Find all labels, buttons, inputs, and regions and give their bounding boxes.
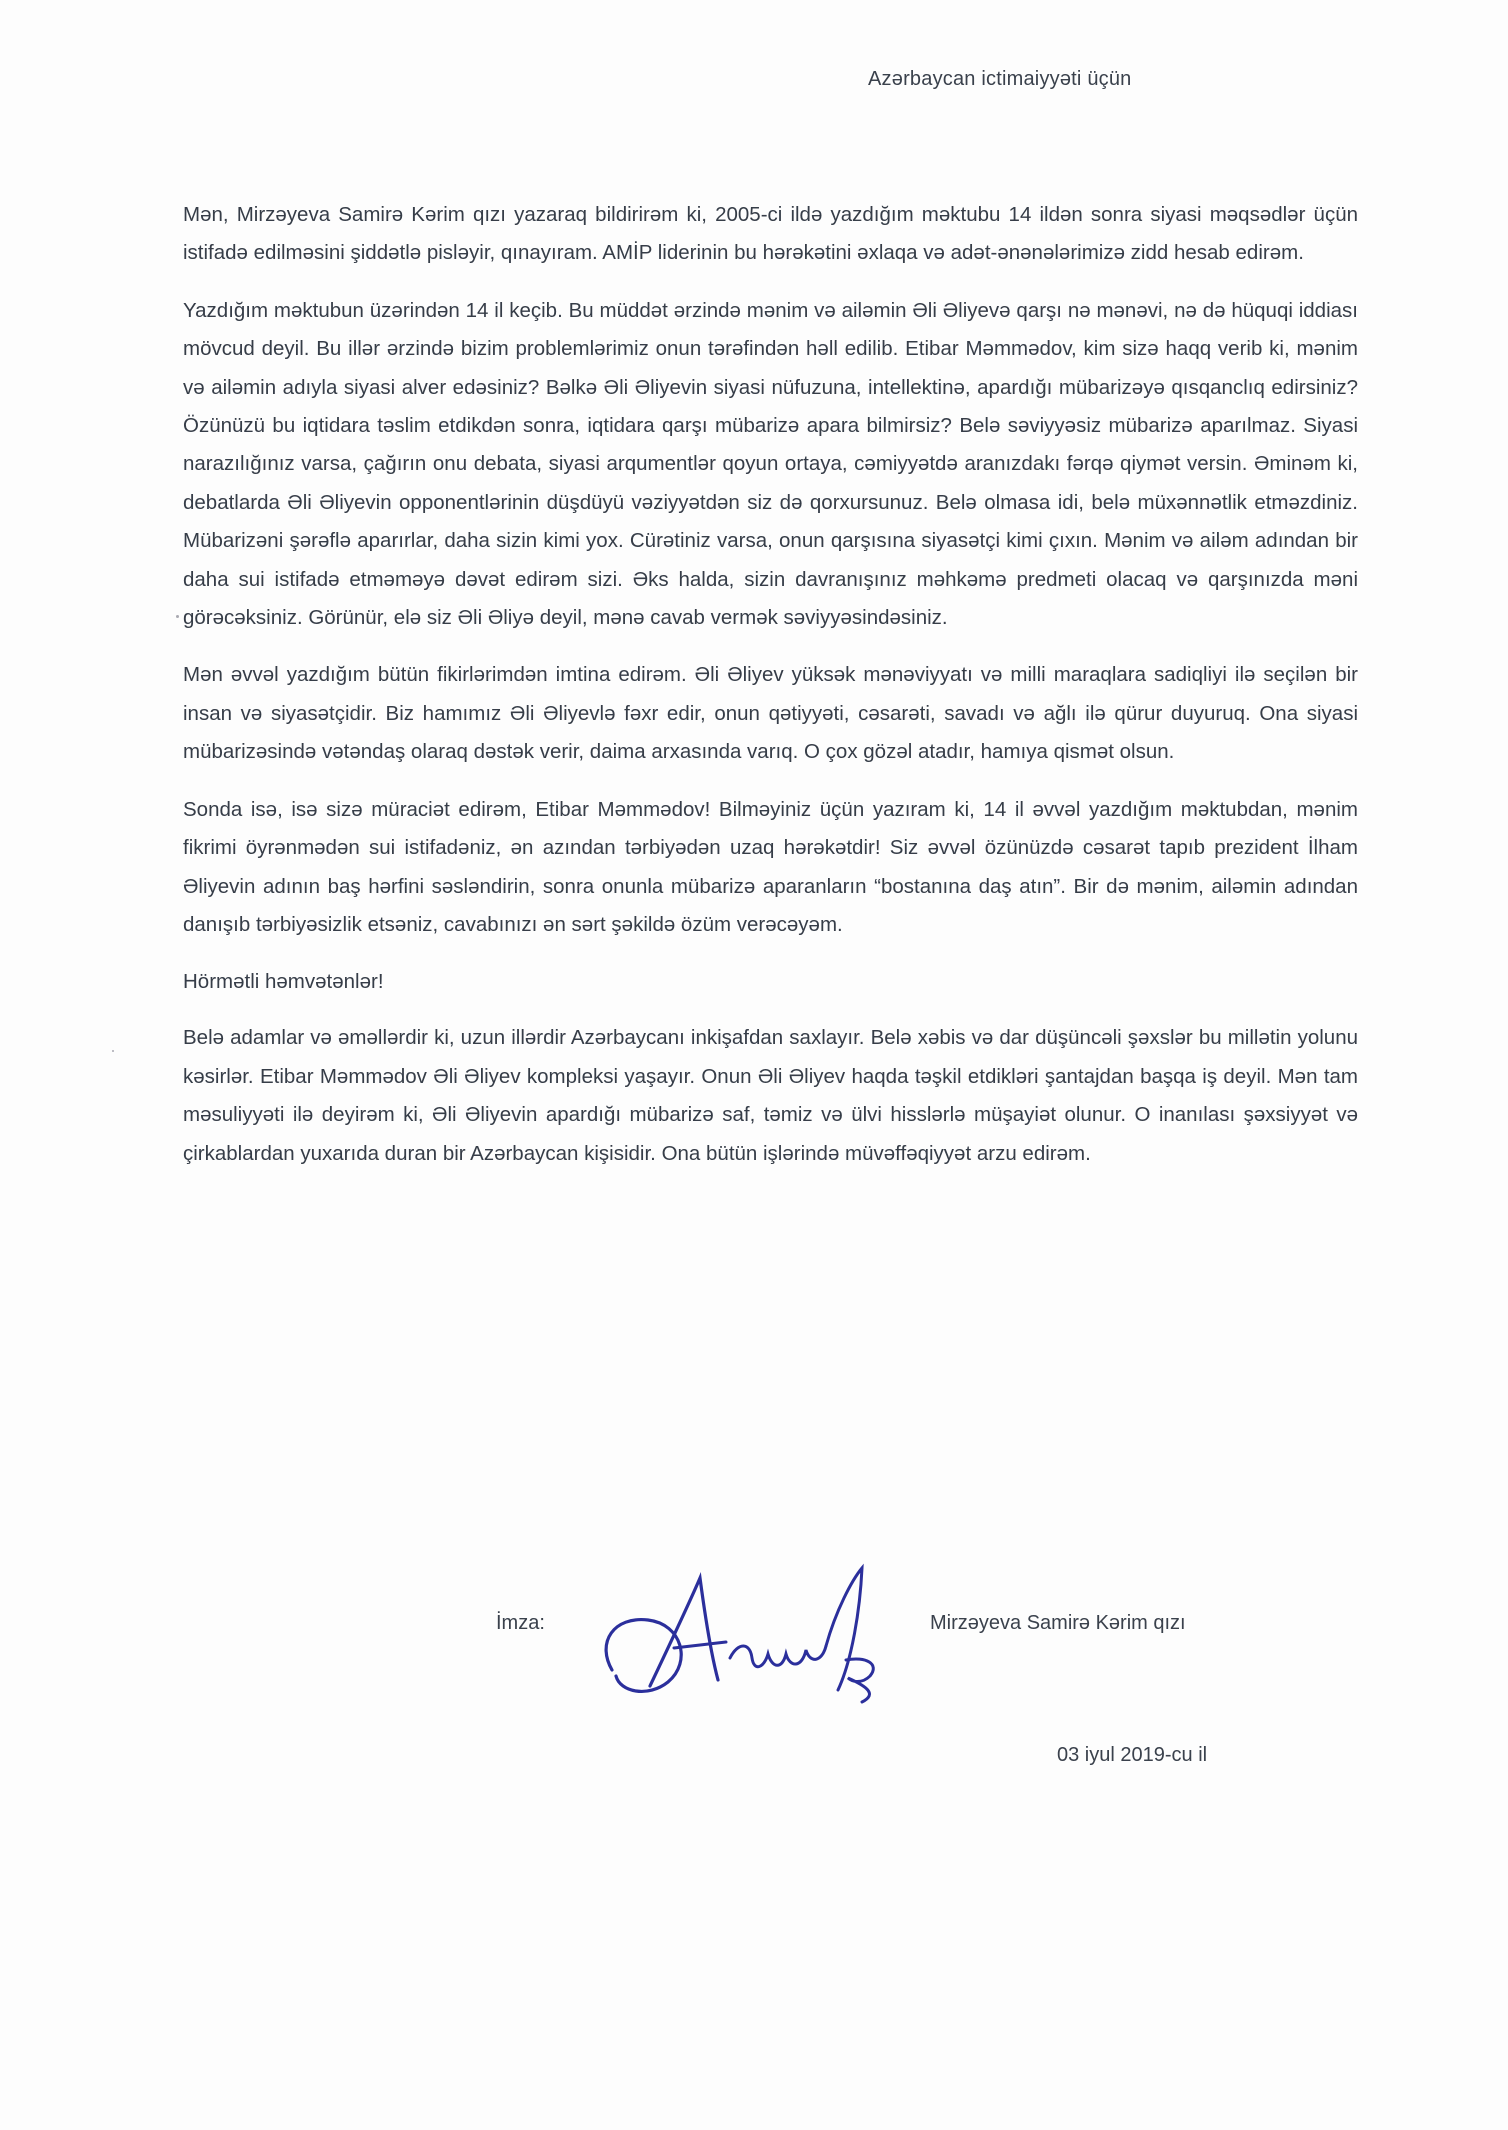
letter-body	[183, 196, 1358, 1173]
signer-name: Mirzəyeva Samirə Kərim qızı	[930, 1612, 1186, 1634]
signature-stroke-bar	[674, 1642, 726, 1648]
paragraph-retraction: Mən əvvəl yazdığım bütün fikirlərimdən imtina edirəm. Əli Əliyev yüksək mənəviyyatı və milli maraqlara sadiqliyi ilə seçilən bir insan və siyasətçidir. Biz hamımız Əli Əliyevlə fəxr edir, onun qətiyyəti, cəsarəti, savadı və ağlı ilə qürur duyuruq. Ona siyasi mübarizəsində vətəndaş olaraq dəstək verir, daima arxasında varıq. O çox gözəl atadır, hamıya qismət olsun.	[183, 663, 1358, 764]
signature-stroke-loop	[606, 1620, 681, 1692]
greeting-line: Hörmətli həmvətənlər!	[183, 970, 384, 994]
paragraph-final-appeal: Sonda isə, isə sizə müraciət edirəm, Etibar Məmmədov! Bilməyiniz üçün yazıram ki, 14 il əvvəl yazdığım məktubdan, mənim fikrimi öyrənmədən sui istifadəniz, ən azından tərbiyədən uzaq hərəkətdir! Siz əvvəl özünüzdə cəsarət tapıb prezident İlham Əliyevin adının baş hərfini səsləndirin, sonra onunla mübarizə aparanların “bostanına daş atın”. Bir də mənim, ailəmin adından danışıb tərbiyəsizlik etsəniz, cavabınızı ən sərt şəkildə özüm verəcəyəm.	[183, 797, 1358, 936]
paragraph-address-to-etibar: Yazdığım məktubun üzərindən 14 il keçib. Bu müddət ərzində mənim və ailəmin Əli Əliyevə qarşı nə mənəvi, nə də hüquqi iddiası mövcud deyil. Bu illər ərzində bizim problemlərimiz onun tərəfindən həll edilib. Etibar Məmmədov, kim sizə haqq verib ki, mənim və ailəmin adıyla siyasi alver edəsiniz? Bəlkə Əli Əliyevin siyasi nüfuzuna, intellektinə, apardığı mübarizəyə qısqanclıq edirsiniz? Özünüzü bu iqtidara təslim etdikdən sonra, iqtidara qarşı mübarizə apara bilmirsiz? Belə səviyyəsiz mübarizə aparılmaz. Siyasi narazılığınız varsa, çağırın onu debata, siyasi arqumentlər qoyun ortaya, cəmiyyətdə aranızdakı fərqə qiymət versin. Əminəm ki, debatlarda Əli Əliyevin opponentlərinin düşdüyü vəziyyətdən siz də qorxursunuz. Belə olmasa idi, belə müxənnətlik etməzdiniz. Mübarizəni şərəflə aparırlar, daha sizin kimi yox. Cürətiniz varsa, onun qarşısına siyasətçi kimi çıxın. Mənim və ailəm adından bir daha sui istifadə etməməyə dəvət edirəm sizi. Əks halda, sizin davranışınız məhkəmə predmeti olacaq və qarşınızda məni görəcəksiniz. Görünür, elə siz Əli Əliyə deyil, mənə cavab vermək səviyyəsindəsiniz.	[183, 298, 1358, 630]
signature-stroke-tail	[846, 1659, 873, 1702]
paragraph-statement: Mən, Mirzəyeva Samirə Kərim qızı yazaraq bildirirəm ki, 2005-ci ildə yazdığım məktubu 14 ildən sonra siyasi məqsədlər üçün istifadə edilməsini şiddətlə pisləyir, qınayıram. AMİP liderinin bu hərəkətini əxlaqa və adət-ənənələrimizə zidd hesab edirəm.	[183, 203, 1358, 265]
signature-stroke-flourish	[826, 1568, 862, 1690]
scan-speck	[176, 615, 179, 618]
paragraph-closing: Belə adamlar və əməllərdir ki, uzun illərdir Azərbaycanı inkişafdan saxlayır. Belə xəbis və dar düşüncəli şəxslər bu millətin yolunu kəsirlər. Etibar Məmmədov Əli Əliyev kompleksi yaşayır. Onun Əli Əliyev haqda təşkil etdikləri şantajdan başqa iş deyil. Mən tam məsuliyyəti ilə deyirəm ki, Əli Əliyevin apardığı mübarizə saf, təmiz və ülvi hisslərlə müşayiət olunur. O inanılası şəxsiyyət və çirkablardan yuxarıda duran bir Azərbaycan kişisidir. Ona bütün işlərində müvəffəqiyyət arzu edirəm.	[183, 1026, 1358, 1165]
signature-stroke-letters	[730, 1646, 826, 1667]
scan-speck	[112, 1050, 114, 1052]
signature-stroke-a	[650, 1578, 718, 1686]
addressee-line: Azərbaycan ictimaiyyəti üçün	[868, 68, 1132, 90]
signature-label: İmza:	[496, 1612, 545, 1634]
handwritten-signature	[590, 1550, 920, 1720]
letter-date: 03 iyul 2019-cu il	[1057, 1744, 1208, 1766]
